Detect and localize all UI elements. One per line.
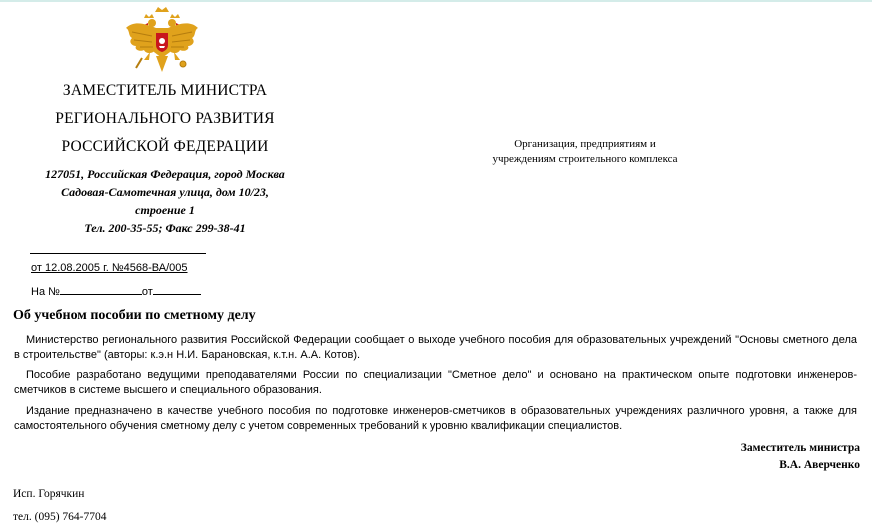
recipient-line-2: учреждениям строительного комплекса <box>492 153 678 165</box>
letter-date-number: от 12.08.2005 г. №4568-ВА/005 <box>31 262 188 274</box>
header-title-line-3: РОССИЙСКОЙ ФЕДЕРАЦИИ <box>61 138 269 155</box>
address-line-3: строение 1 <box>135 203 195 217</box>
signature-rule <box>30 253 206 254</box>
address-line-4: Тел. 200-35-55; Факс 299-38-41 <box>84 221 246 235</box>
letter-subject: Об учебном пособии по сметному делу <box>13 308 256 323</box>
executor: Исп. Горячкин <box>13 488 85 500</box>
paragraph-1: Министерство регионального развития Российской Федерации сообщает о выходе учебного пособия для образовательных учреждений "Основы сметного дела в строительстве" (авторы: к.э.н Н.И. Барановская, к.т.н. А.А. Котов). <box>14 334 857 361</box>
reply-date-blank <box>153 284 201 295</box>
recipient-line-1: Организация, предприятиям и <box>514 138 656 150</box>
reply-number-blank <box>60 284 142 295</box>
reply-prefix: На № <box>31 286 60 298</box>
sender-address <box>10 165 320 237</box>
signature-block <box>741 440 860 474</box>
signatory-position: Заместитель министра <box>740 442 860 454</box>
recipient-block <box>440 137 730 167</box>
address-line-1: 127051, Российская Федерация, город Москва <box>45 167 285 181</box>
coat-of-arms-icon <box>122 6 202 74</box>
paragraph-2: Пособие разработано ведущими преподавателями России по специализации "Сметное дело" и основано на практическом опыте подготовки инженеров-сметчиков в системе высшего и специального образования. <box>14 369 857 396</box>
signatory-name: В.А. Аверченко <box>779 459 860 471</box>
address-line-2: Садовая-Самотечная улица, дом 10/23, <box>61 185 269 199</box>
header-title-line-2: РЕГИОНАЛЬНОГО РАЗВИТИЯ <box>55 110 275 127</box>
top-border <box>0 0 872 2</box>
paragraph-3: Издание предназначено в качестве учебного пособия по подготовке инженеров-сметчиков в образовательных учреждениях различного уровня, а также для самостоятельного обучения сметному делу с учетом современных требований к уровню квалификации специалистов. <box>14 405 857 432</box>
executor-phone: тел. (095) 764-7704 <box>13 511 107 523</box>
reply-reference <box>31 284 201 298</box>
reply-mid: от <box>141 286 153 298</box>
header-title-line-1: ЗАМЕСТИТЕЛЬ МИНИСТРА <box>62 82 268 99</box>
